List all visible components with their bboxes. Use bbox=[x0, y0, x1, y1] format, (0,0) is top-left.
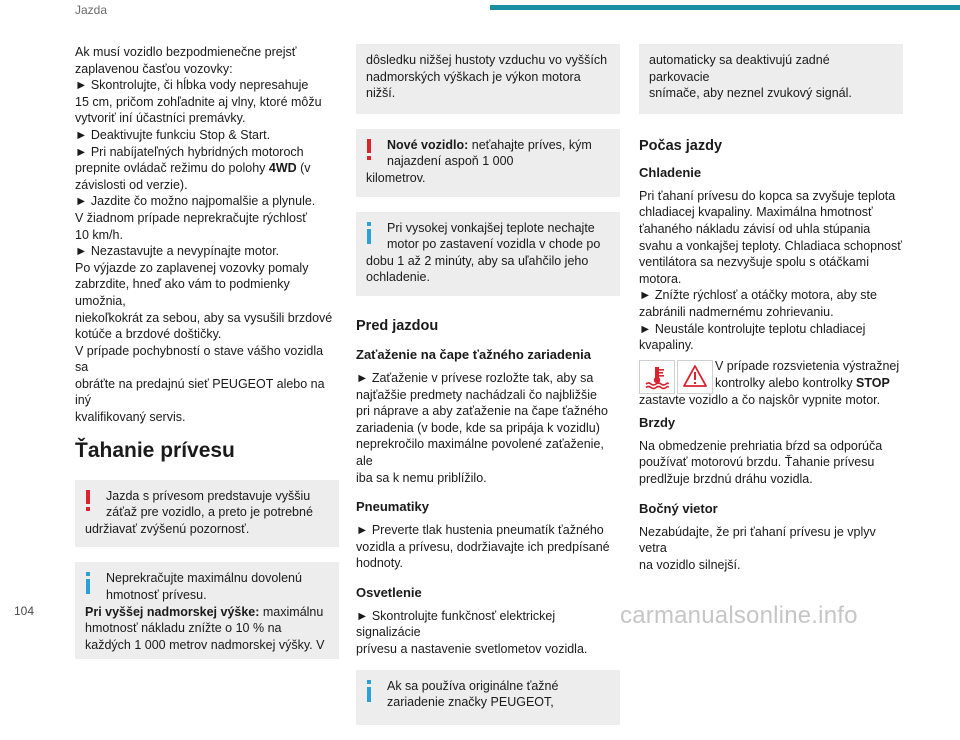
text-line: zaplavenou časťou vozovky: bbox=[75, 61, 233, 76]
text-line: V prípade pochybností o stave vášho vozidla sa bbox=[75, 343, 324, 375]
mode-4wd-label: 4WD bbox=[268, 161, 297, 176]
text-span: maximálnu bbox=[259, 604, 324, 619]
text-line bbox=[715, 375, 905, 392]
text-line: ► Zaťaženie v prívese rozložte tak, aby sa bbox=[356, 370, 594, 385]
header-accent-bar bbox=[490, 5, 960, 10]
section-title-before-driving: Pred jazdou bbox=[356, 317, 439, 334]
text-line: na vozidlo silnejší. bbox=[639, 557, 741, 572]
text-line: ventilátora sa nezvyšuje spolu s otáčkami bbox=[639, 255, 869, 270]
text-line: ► Deaktivujte funkciu Stop & Start. bbox=[75, 127, 271, 142]
tyres-text bbox=[356, 522, 620, 572]
text-line: ► Nezastavujte a nevypínajte motor. bbox=[75, 244, 280, 259]
subheading-cooling: Chladenie bbox=[639, 164, 702, 180]
text-line: zabránili nadmernému zohrievaniu. bbox=[639, 304, 834, 319]
text-line: pri náprave a aby zaťaženie na čape ťažného bbox=[356, 404, 608, 419]
warning-note bbox=[75, 480, 339, 548]
text-line: hmotnosť prívesu. bbox=[106, 588, 207, 603]
text-line: najťažšie predmety nachádzali čo najbližšie bbox=[356, 387, 597, 402]
warning-note-new-vehicle bbox=[356, 129, 620, 197]
text-span: (v bbox=[296, 161, 311, 176]
text-line: automaticky sa deaktivujú zadné parkovacie bbox=[649, 53, 830, 84]
text-line: ► Skontrolujte funkčnosť elektrickej signalizácie bbox=[356, 608, 556, 640]
text-line: ochladenie. bbox=[366, 270, 430, 285]
bold-lead: Pri vyššej nadmorskej výške: bbox=[85, 604, 260, 619]
info-note bbox=[75, 562, 339, 659]
column-2 bbox=[356, 53, 620, 740]
text-line: neprekročilo maximálne povolené zaťaženie, ale bbox=[356, 437, 604, 468]
text-line: kvalifikovaný servis. bbox=[75, 410, 186, 425]
text-line: Pri vysokej vonkajšej teplote nechajte bbox=[387, 220, 595, 235]
text-line: iba sa k nemu priblížilo. bbox=[356, 470, 487, 485]
column-1 bbox=[75, 44, 339, 674]
lighting-text bbox=[356, 608, 620, 658]
text-line: dobu 1 až 2 minúty, aby sa uľahčilo jeho bbox=[366, 253, 589, 268]
info-icon bbox=[365, 222, 373, 244]
text-line: kilometrov. bbox=[366, 170, 426, 185]
subheading-tyres: Pneumatiky bbox=[356, 499, 429, 515]
text-line: motora. bbox=[639, 271, 682, 286]
stop-label: STOP bbox=[856, 375, 890, 390]
text-line: Ak musí vozidlo bezpodmienečne prejsť bbox=[75, 45, 297, 59]
text-line: závislosti od verzie). bbox=[75, 177, 188, 192]
text-line: dôsledku nižšej hustoty vzduchu vo vyšších bbox=[366, 53, 608, 67]
text-line: Nezabúdajte, že pri ťahaní prívesu je vplyv vetra bbox=[639, 524, 876, 556]
bold-lead: Nové vozidlo: bbox=[387, 137, 469, 152]
text-line: ► Skontrolujte, či hĺbka vody nepresahuje bbox=[75, 78, 309, 93]
text-line: nadmorských výškach je výkon motora nižší. bbox=[366, 69, 581, 101]
text-line: používať motorovú brzdu. Ťahanie prívesu bbox=[639, 455, 875, 470]
text-line: Ak sa používa originálne ťažné bbox=[387, 678, 559, 693]
text-span: neťahajte príves, kým bbox=[468, 137, 592, 152]
info-icon bbox=[365, 680, 373, 702]
text-line: snímače, aby neznel zvukový signál. bbox=[649, 86, 852, 101]
text-line: zariadenia (v bode, kde sa pripája k vozidlu) bbox=[356, 420, 600, 435]
text-line: zastavte vozidlo a čo najskôr vypnite motor. bbox=[639, 392, 881, 407]
text-line: svahu a vonkajšej teploty. Chladiaca schopnosť bbox=[639, 238, 902, 253]
subheading-crosswind: Bočný vietor bbox=[639, 500, 718, 516]
info-note-high-temp bbox=[356, 212, 620, 296]
text-line: niekoľkokrát za sebou, aby sa vysušili brzdové bbox=[75, 310, 333, 325]
subheading-brakes: Brzdy bbox=[639, 414, 676, 430]
text-line: predlžuje brzdnú dráhu vozidla. bbox=[639, 471, 813, 486]
info-icon bbox=[84, 572, 92, 594]
text-line: Pri ťahaní prívesu do kopca sa zvyšuje teplota bbox=[639, 188, 896, 203]
text-line: ► Znížte rýchlosť a otáčky motora, aby ste bbox=[639, 288, 877, 303]
text-line: V žiadnom prípade neprekračujte rýchlosť bbox=[75, 210, 307, 225]
column-3 bbox=[639, 53, 903, 585]
subheading-hitch-load: Zaťaženie na čape ťažného zariadenia bbox=[356, 346, 591, 362]
text-line: chladiacej kvapaliny. Maximálna hmotnosť bbox=[639, 205, 873, 220]
info-note-continued bbox=[639, 44, 903, 114]
crosswind-text bbox=[639, 524, 903, 574]
text-line: 10 km/h. bbox=[75, 227, 123, 242]
text-line: Na obmedzenie prehriatia bŕzd sa odporúča bbox=[639, 438, 883, 453]
text-line: ťahaného nákladu závisí od uhla stúpania bbox=[639, 221, 871, 236]
text-line: vozidla a prívesu, dodržiavajte ich predpísané bbox=[356, 539, 610, 554]
text-line: kotúče a brzdové doštičky. bbox=[75, 327, 222, 342]
flooded-road-instructions bbox=[75, 44, 339, 426]
coolant-temperature-warning-icon bbox=[639, 360, 675, 394]
text-line: zariadenie značky PEUGEOT, bbox=[387, 695, 554, 710]
page-number: 104 bbox=[14, 604, 35, 618]
alert-triangle-icon bbox=[677, 360, 713, 394]
text-line: vytvoriť iní účastníci premávky. bbox=[75, 111, 246, 126]
info-note-continued bbox=[356, 44, 620, 114]
info-note-towbar bbox=[356, 670, 620, 725]
text-line: Jazda s prívesom predstavuje vyššiu bbox=[106, 488, 311, 503]
text-span: prepnite ovládač režimu do polohy bbox=[75, 161, 269, 176]
warning-exclamation-icon bbox=[84, 490, 92, 512]
text-line: 15 cm, pričom zohľadnite aj vlny, ktoré môžu bbox=[75, 94, 322, 109]
text-line: udržiavať zvýšenú pozornosť. bbox=[85, 521, 250, 536]
text-line: prívesu a nastavenie svetlometov vozidla. bbox=[356, 642, 588, 657]
text-line: obráťte na predajnú sieť PEUGEOT alebo na iný bbox=[75, 376, 325, 408]
text-line: Neprekračujte maximálnu dovolenú bbox=[106, 571, 302, 586]
text-span: kontrolky alebo kontrolky bbox=[715, 375, 857, 390]
text-line: zabrzdite, hneď ako vám to podmienky umožnia, bbox=[75, 277, 290, 308]
text-line: V prípade rozsvietenia výstražnej bbox=[715, 358, 900, 373]
text-line: každých 1 000 metrov nadmorskej výšky. V bbox=[85, 637, 325, 652]
cooling-text bbox=[639, 188, 903, 354]
text-line bbox=[85, 604, 329, 621]
running-header: Jazda bbox=[75, 3, 108, 17]
text-line: záťaž pre vozidlo, a preto je potrebné bbox=[106, 505, 313, 520]
hitch-load-text bbox=[356, 370, 620, 486]
warning-exclamation-icon bbox=[365, 139, 373, 161]
brakes-text bbox=[639, 438, 903, 488]
text-line: hodnoty. bbox=[356, 556, 404, 571]
text-line bbox=[75, 160, 339, 177]
watermark: carmanualsonline.info bbox=[620, 602, 858, 629]
text-line: kvapaliny. bbox=[639, 338, 694, 353]
section-title-towing: Ťahanie prívesu bbox=[75, 438, 235, 462]
text-line: Po výjazde zo zaplavenej vozovky pomaly bbox=[75, 260, 309, 275]
text-line: hmotnosť nákladu znížte o 10 % na bbox=[85, 621, 282, 636]
text-line: motor po zastavení vozidla v chode po bbox=[387, 237, 601, 252]
warning-lamp-row bbox=[639, 358, 903, 410]
text-line: ► Neustále kontrolujte teplotu chladiacej bbox=[639, 321, 866, 336]
text-line: najazdení aspoň 1 000 bbox=[387, 154, 514, 169]
text-line: ► Preverte tlak hustenia pneumatík ťažného bbox=[356, 523, 604, 538]
text-line: ► Jazdite čo možno najpomalšie a plynule. bbox=[75, 194, 316, 209]
section-title-while-driving: Počas jazdy bbox=[639, 137, 723, 154]
text-line bbox=[366, 137, 610, 154]
subheading-lighting: Osvetlenie bbox=[356, 584, 422, 600]
text-line: ► Pri nabíjateľných hybridných motoroch bbox=[75, 144, 304, 159]
